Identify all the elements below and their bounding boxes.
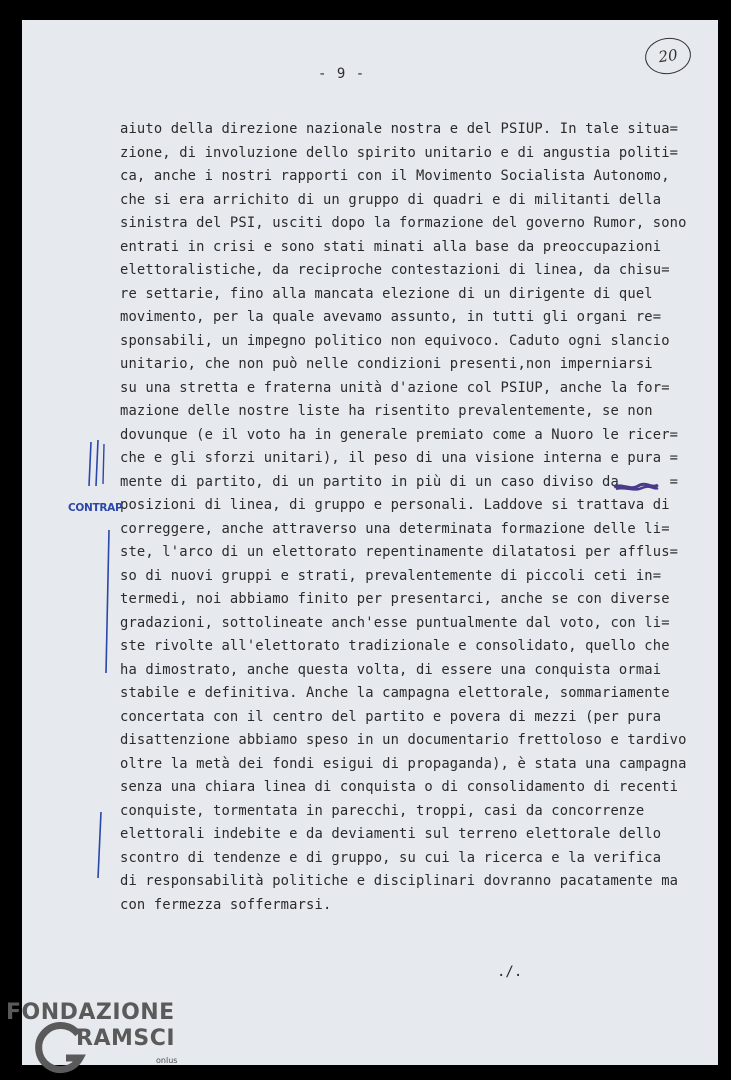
typed-body-text [120,118,687,917]
text-line: senza una chiara linea di conquista o di consolidamento di recenti [120,779,679,795]
text-line: so di nuovi gruppi e strati, prevalentemente di piccoli ceti in= [120,567,662,584]
text-line: disattenzione abbiamo speso in un documentario frettoloso e tardivo [120,732,687,748]
text-line: su una stretta e fraterna unità d'azione col PSIUP, anche la for= [120,379,670,396]
text-line: zione, di involuzione dello spirito unitario e di angustia politi= [120,144,679,161]
watermark-line-1: FONDAZIONE [6,1000,175,1025]
text-line: termedi, noi abbiamo finito per presentarci, anche se con diverse [120,591,670,607]
foundation-watermark [6,1000,206,1076]
text-line: mazione delle nostre liste ha risentito prevalentemente, se non [120,403,653,419]
page-number: - 9 - [318,66,366,82]
text-line: correggere, anche attraverso una determinata formazione delle li= [120,520,670,537]
text-line: concertata con il centro del partito e povera di mezzi (per pura [120,708,662,725]
text-line: oltre la metà dei fondi esigui di propaganda), è stata una campagna [120,755,687,772]
text-line: gradazioni, sottolineate anch'esse puntualmente dal voto, con li= [120,614,670,631]
ink-strikethrough-mark [612,481,660,493]
text-line: re settarie, fino alla mancata elezione di un dirigente di quel [120,285,653,302]
text-line: che e gli sforzi unitari), il peso di una visione interna e pura = [120,450,679,466]
text-line: aiuto della direzione nazionale nostra e del PSIUP. In tale situa= [120,121,679,137]
margin-annotation-word: CONTRAP [68,502,123,514]
text-line: stabile e definitiva. Anche la campagna elettorale, sommariamente [120,685,670,701]
text-line: ste rivolte all'elettorato tradizionale e consolidato, quello che [120,638,670,654]
text-line: posizioni di linea, di gruppo e personali. Laddove si trattava di [120,497,670,513]
text-line: dovunque (e il voto ha in generale premiato come a Nuoro le ricer= [120,426,679,443]
text-line: entrati in crisi e sono stati minati alla base da preoccupazioni [120,238,662,255]
text-line: che si era arrichito di un gruppo di quadri e di militanti della [120,191,662,208]
text-line: elettoralistiche, da reciproche contestazioni di linea, da chisu= [120,262,670,278]
text-line: elettorali indebite e da deviamenti sul terreno elettorale dello [120,826,662,842]
text-line: sinistra del PSI, usciti dopo la formazione del governo Rumor, sono [120,215,687,231]
text-line: mente di partito, di un partito in più di un caso diviso da = [120,473,679,490]
text-line: ha dimostrato, anche questa volta, di essere una conquista ormai [120,661,662,678]
watermark-small-text: onlus [156,1056,178,1065]
text-line: unitario, che non può nelle condizioni presenti,non imperniarsi [120,356,653,372]
archive-number-text: 20 [657,45,679,67]
text-line: sponsabili, un impegno politico non equivoco. Caduto ogni slancio [120,332,670,349]
text-line: movimento, per la quale avevamo assunto, in tutti gli organi re= [120,309,662,325]
text-line: scontro di tendenze e di gruppo, su cui la ricerca e la verifica [120,849,662,866]
text-line: di responsabilità politiche e disciplinari dovranno pacatamente ma [120,873,679,889]
watermark-line-2: RAMSCI [76,1026,176,1051]
text-line: ca, anche i nostri rapporti con il Movimento Socialista Autonomo, [120,168,670,184]
text-line: ste, l'arco di un elettorato repentinamente dilatatosi per afflus= [120,544,679,560]
text-line: con fermezza soffermarsi. [120,896,332,913]
continuation-mark: ./. [497,964,523,980]
text-line: conquiste, tormentata in parecchi, troppi, casi da concorrenze [120,802,645,819]
